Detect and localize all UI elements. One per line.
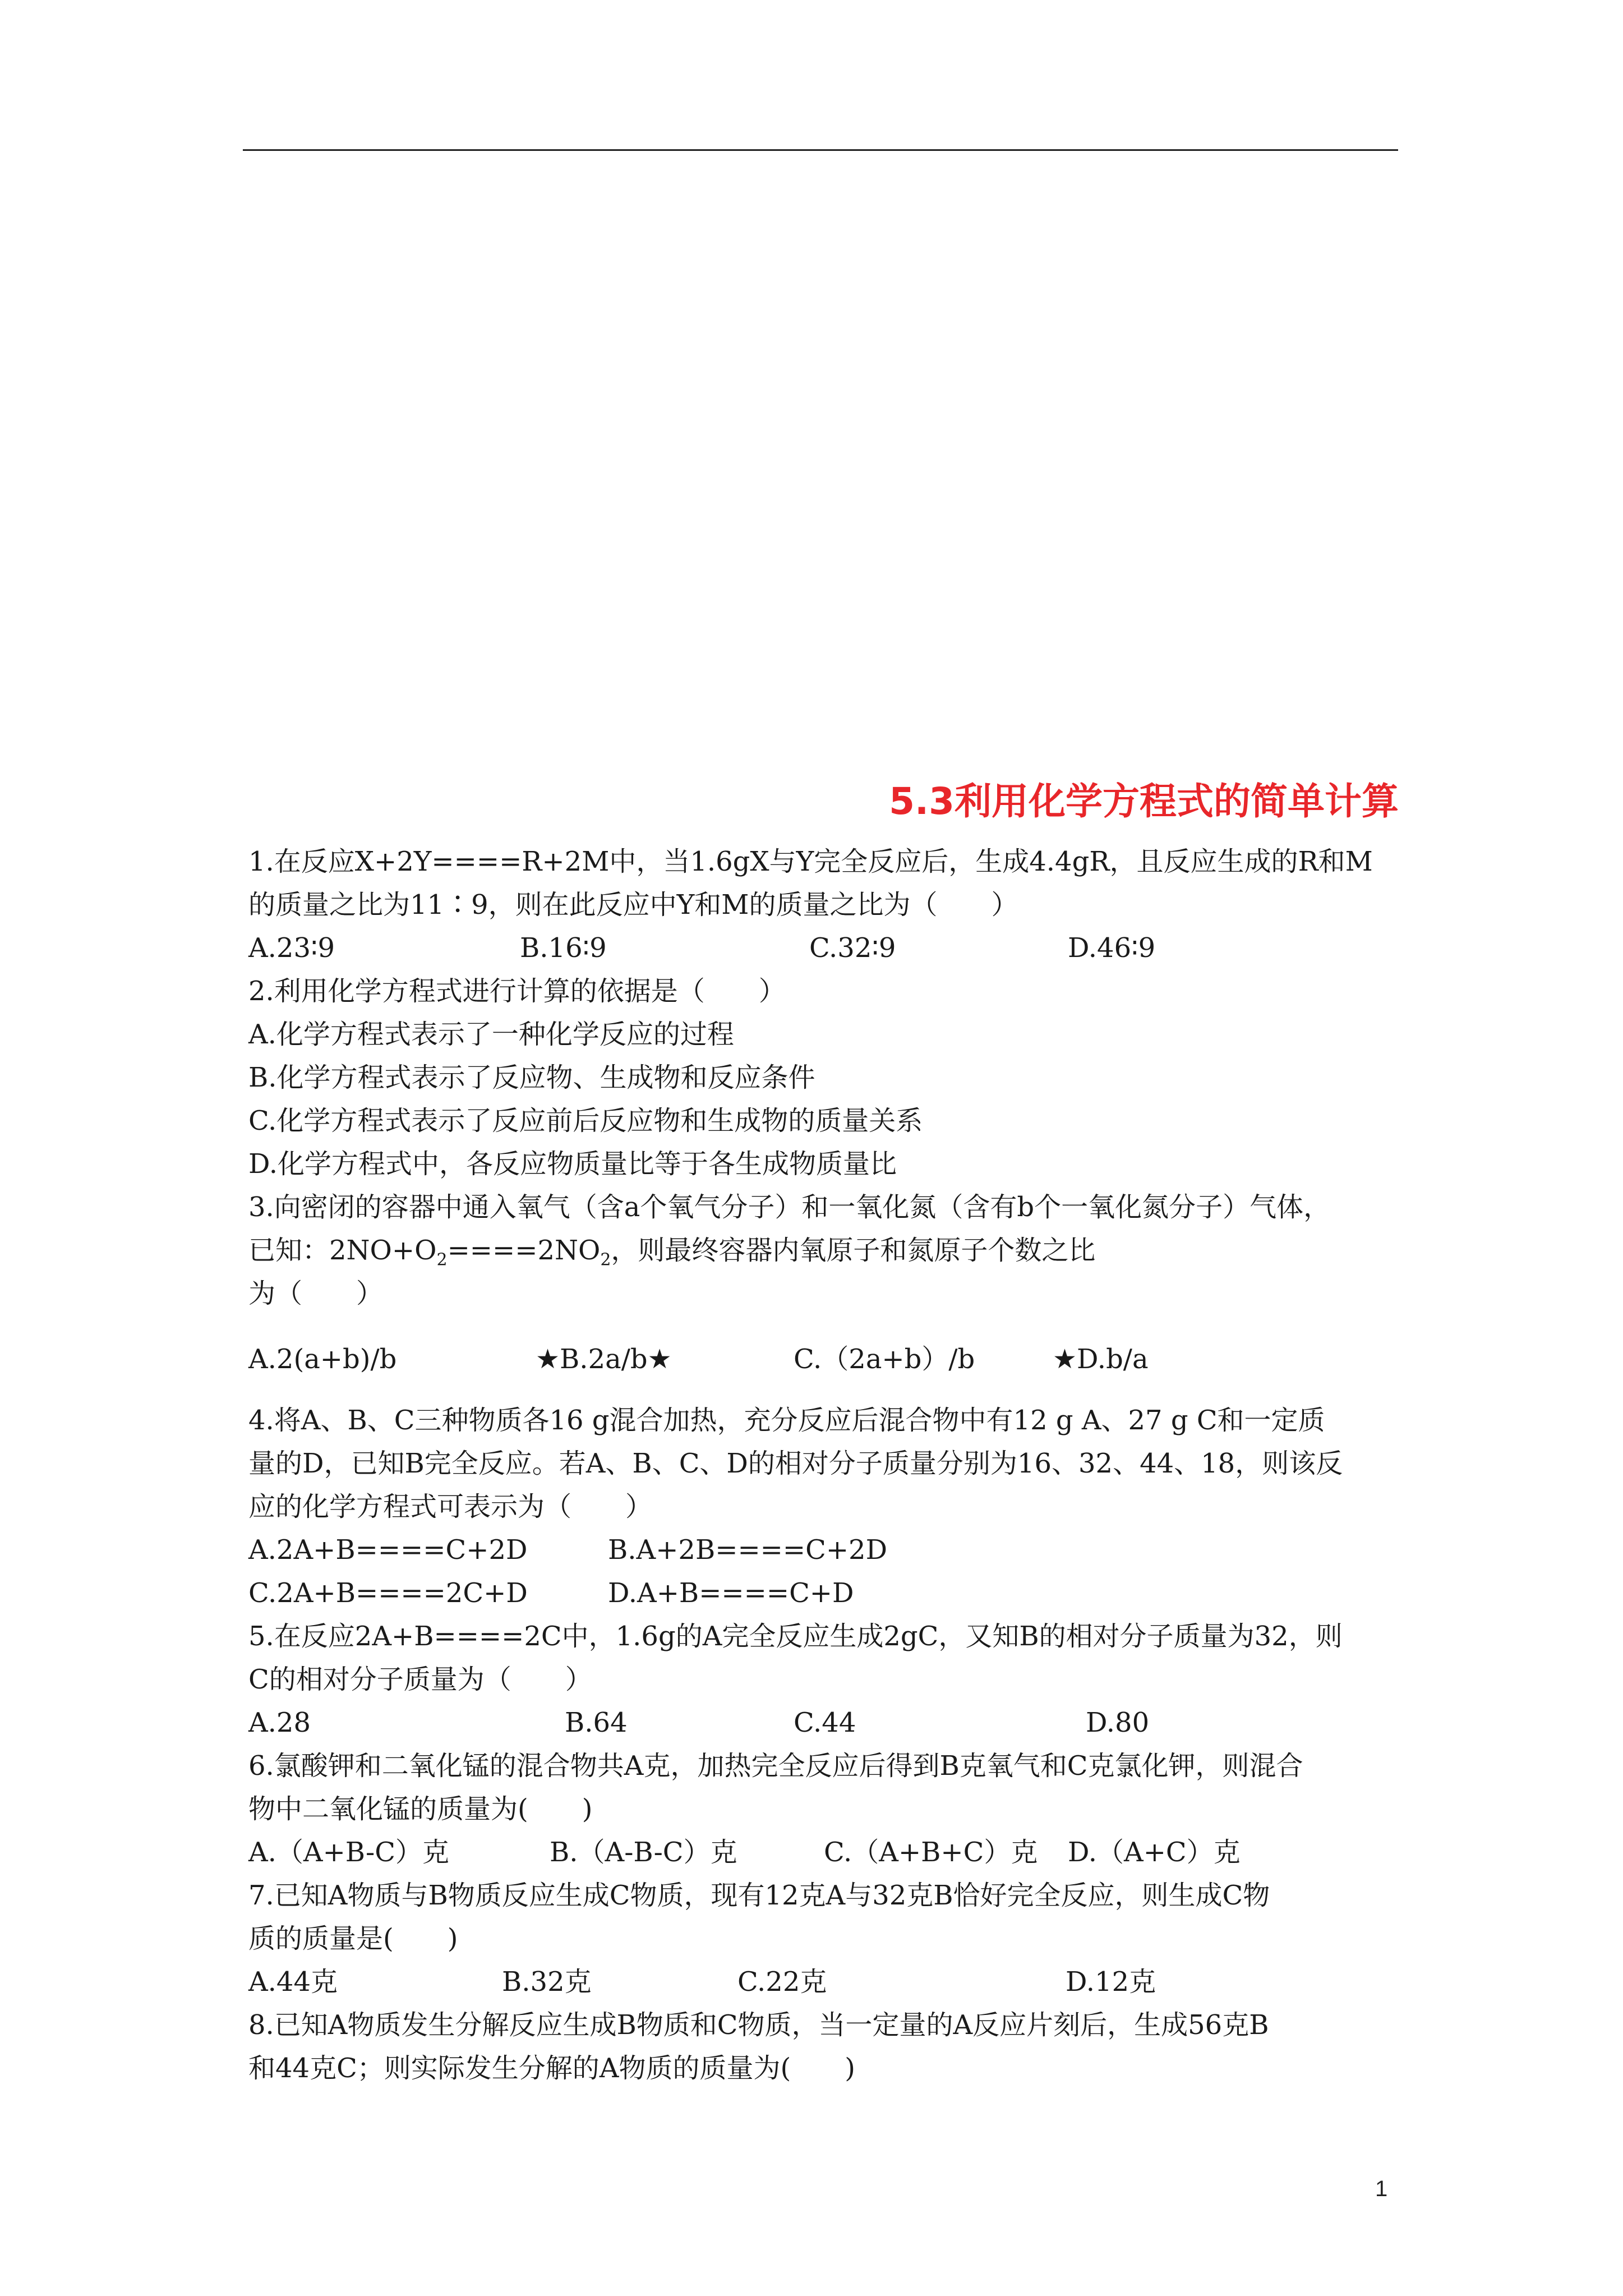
option-b: B.32克: [502, 1966, 592, 1998]
question-4: [248, 1399, 1395, 1615]
question-text: [248, 1229, 1395, 1272]
header-rule: [243, 149, 1398, 151]
option-b: B.（A-B-C）克: [550, 1837, 737, 1868]
options-row: [248, 1338, 1395, 1381]
option-d: D.A+B====C+D: [608, 1577, 854, 1609]
question-text: 8.已知A物质发生分解反应生成B物质和C物质，当一定量的A反应片刻后，生成56克B: [248, 2009, 1269, 2041]
options-row: [248, 927, 1395, 970]
options-row: [248, 1831, 1395, 1874]
equation-part: 已知：2NO+O: [248, 1235, 437, 1266]
options-row: [248, 1529, 1395, 1572]
option-b: B.16∶9: [520, 932, 607, 964]
question-8: [248, 2004, 1395, 2090]
option-d: D.46∶9: [1068, 932, 1156, 964]
question-text: 6.氯酸钾和二氧化锰的混合物共A克，加热完全反应后得到B克氧气和C克氯化钾，则混合: [248, 1750, 1303, 1782]
question-1: [248, 840, 1395, 970]
option-a: A.化学方程式表示了一种化学反应的过程: [248, 1019, 734, 1050]
option-c: C.化学方程式表示了反应前后反应物和生成物的质量关系: [248, 1105, 923, 1137]
question-text: 为（ ）: [248, 1278, 384, 1309]
question-text: 的质量之比为11∶9，则在此反应中Y和M的质量之比为（ ）: [248, 889, 1018, 921]
question-text: C的相对分子质量为（ ）: [248, 1664, 592, 1695]
option-d: D.（A+C）克: [1068, 1837, 1241, 1868]
question-text: 和44克C；则实际发生分解的A物质的质量为( ): [248, 2053, 855, 2084]
question-text: 3.向密闭的容器中通入氧气（含a个氧气分子）和一氧化氮（含有b个一氧化氮分子）气体，: [248, 1191, 1331, 1223]
options-row: [248, 1572, 1395, 1615]
question-text-tail: ，则最终容器内氧原子和氮原子个数之比: [611, 1235, 1096, 1266]
option-c: C.22克: [737, 1966, 827, 1998]
option-c: C.（A+B+C）克: [824, 1837, 1038, 1868]
options-row: [248, 1961, 1395, 2004]
equation-part: ====2NO: [447, 1235, 601, 1266]
option-d: D.80: [1086, 1707, 1150, 1738]
option-a: A.44克: [248, 1966, 338, 1998]
option-c: C.（2a+b）/b: [794, 1343, 975, 1375]
option-c: C.32∶9: [809, 932, 896, 964]
subscript: 2: [600, 1250, 611, 1270]
option-b: B.化学方程式表示了反应物、生成物和反应条件: [248, 1062, 815, 1093]
option-d: D.12克: [1066, 1966, 1156, 1998]
option-d: D.化学方程式中，各反应物质量比等于各生成物质量比: [248, 1148, 897, 1180]
question-3: [248, 1186, 1395, 1399]
option-c: C.44: [794, 1707, 856, 1738]
star-icon: ★: [647, 1343, 672, 1375]
option-d: ★D.b/a: [1053, 1343, 1149, 1375]
star-icon: ★: [1053, 1343, 1077, 1375]
page-number: 1: [1375, 2177, 1388, 2201]
option-a: A.23∶9: [248, 932, 335, 964]
option-c: C.2A+B====2C+D: [248, 1577, 528, 1609]
option-b: B.64: [565, 1707, 628, 1738]
question-text: 7.已知A物质与B物质反应生成C物质，现有12克A与32克B恰好完全反应，则生成C物: [248, 1880, 1270, 1911]
question-text: 应的化学方程式可表示为（ ）: [248, 1491, 653, 1522]
star-icon: ★: [536, 1343, 560, 1375]
option-a: A.（A+B-C）克: [248, 1837, 449, 1868]
question-5: [248, 1615, 1395, 1745]
question-6: [248, 1745, 1395, 1874]
question-text: 物中二氧化锰的质量为( ): [248, 1793, 593, 1825]
question-text: 量的D，已知B完全反应。若A、B、C、D的相对分子质量分别为16、32、44、18，则该反: [248, 1448, 1343, 1479]
question-7: [248, 1874, 1395, 2004]
option-a: A.2A+B====C+2D: [248, 1534, 528, 1566]
question-text: 5.在反应2A+B====2C中，1.6g的A完全反应生成2gC，又知B的相对分子质量为32，则: [248, 1621, 1343, 1652]
question-text: 质的质量是( ): [248, 1923, 458, 1954]
question-text: 4.将A、B、C三种物质各16 g混合加热，充分反应后混合物中有12 g A、27 g C和一定质: [248, 1405, 1325, 1436]
question-list: [248, 840, 1395, 2090]
question-text: 1.在反应X+2Y====R+2M中，当1.6gX与Y完全反应后，生成4.4gR，且反应生成的R和M: [248, 846, 1373, 877]
question-text: 2.利用化学方程式进行计算的依据是（ ）: [248, 976, 786, 1007]
option-b: ★B.2a/b★: [536, 1343, 672, 1375]
option-a: A.2(a+b)/b: [248, 1343, 397, 1375]
subscript: 2: [436, 1250, 448, 1270]
option-b: B.A+2B====C+2D: [608, 1534, 888, 1566]
options-row: [248, 1701, 1395, 1745]
question-2: [248, 970, 1395, 1186]
option-a: A.28: [248, 1707, 311, 1738]
page-title: 5.3利用化学方程式的简单计算: [889, 780, 1399, 823]
